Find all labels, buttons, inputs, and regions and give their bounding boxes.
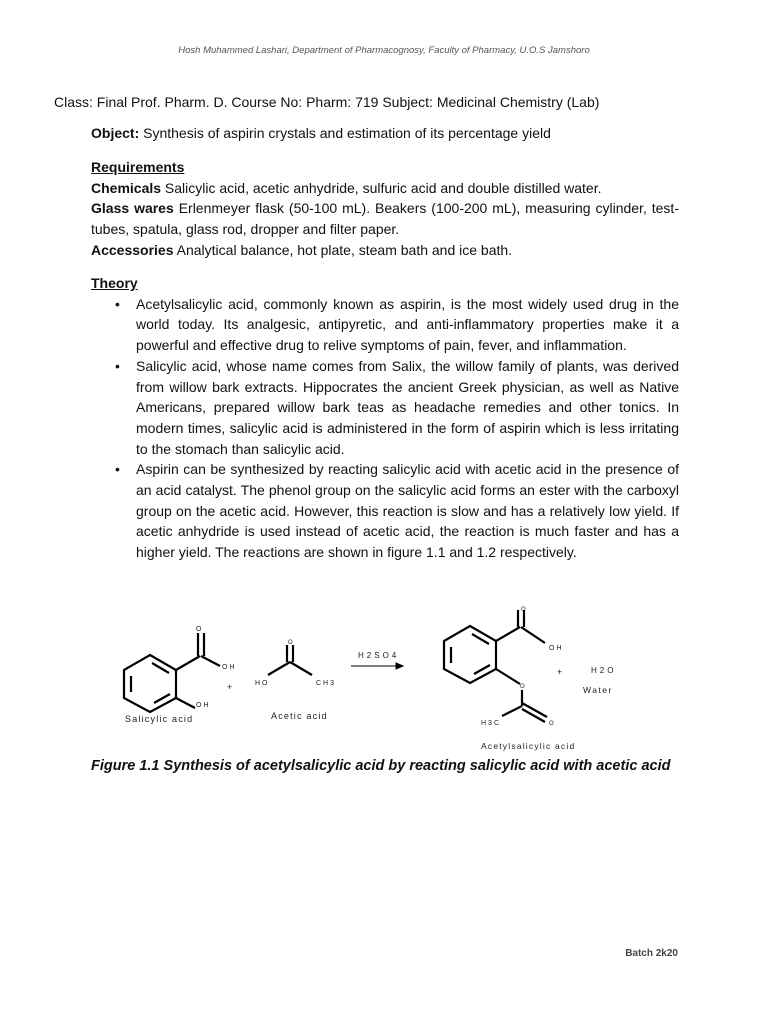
bullet-icon: •: [115, 461, 120, 478]
theory-heading: Theory: [91, 275, 138, 291]
acetic-carbonyl-o: O: [288, 640, 293, 646]
figure-caption: Figure 1.1 Synthesis of acetylsalicylic acid by reacting salicylic acid with acetic acid: [91, 758, 671, 774]
requirements-heading: Requirements: [91, 159, 185, 175]
object-label: Object:: [91, 125, 140, 141]
bullet-icon: •: [115, 295, 120, 312]
salicylic-carboxyl-oh: OH: [222, 664, 237, 671]
acetic-ho: HO: [255, 680, 270, 687]
chemicals-text: Salicylic acid, acetic anhydride, sulfuric acid and double distilled water.: [161, 179, 602, 196]
plus-sign-2: +: [557, 667, 563, 677]
water-formula: H2O: [591, 666, 617, 675]
theory-bullet-text: Acetylsalicylic acid, commonly known as aspirin, is the most widely used drug in the world today. Its analgesic, antipyretic, and anti-inflammatory properties make it a powerful and effective drug to relive symptoms of pain, fever, and inflammation.: [136, 295, 679, 354]
accessories-line: [91, 240, 679, 261]
glass-wares-label: Glass wares: [91, 200, 174, 217]
page-footer: Batch 2k20: [625, 948, 678, 959]
aspirin-label: Acetylsalicylic acid: [481, 741, 576, 751]
acetic-ch3: CH3: [316, 680, 337, 687]
chemicals-label: Chemicals: [91, 179, 162, 196]
theory-bullet-text: Aspirin can be synthesized by reacting salicylic acid with acetic acid in the presence of an acid catalyst. The phenol group on the salicylic acid forms an ester with the carboxyl group on the acetic acid. However, this reaction is slow and has a relatively low yield. If acetic anhydride is used instead of acetic acid, the reaction is much faster and has a higher yield. The reactions are shown in figure 1.1 and 1.2 respectively.: [136, 461, 679, 561]
plus-sign-1: +: [227, 682, 233, 692]
object-text: Synthesis of aspirin crystals and estimation of its percentage yield: [139, 125, 551, 141]
reaction-figure: [100, 600, 660, 760]
reaction-scheme: [100, 600, 660, 760]
page-header: Hosh Muhammed Lashari, Department of Pharmacognosy, Faculty of Pharmacy, U.O.S Jamshoro: [178, 45, 590, 56]
acetic-acid-label: Acetic acid: [271, 711, 328, 721]
requirements-section: [91, 157, 679, 261]
aspirin-structure: [444, 610, 547, 722]
object-section: [91, 123, 679, 144]
accessories-text: Analytical balance, hot plate, steam bath and ice bath.: [173, 241, 513, 258]
theory-bullet-2: [91, 356, 679, 460]
salicylic-phenol-oh: OH: [196, 702, 211, 709]
theory-list: [91, 294, 679, 563]
aspirin-carboxyl-oh: OH: [549, 645, 564, 652]
reaction-arrow: [351, 663, 403, 669]
theory-bullet-text: Salicylic acid, whose name comes from Salix, the willow family of plants, was derived from willow bark extracts. Hippocrates the ancient Greek physician, as well as Native Americans, prepared willow bark teas as headache remedies and other tonics. In modern times, salicylic acid is administered in the form of aspirin which is less irritating to the stomach than salicylic acid.: [136, 357, 679, 457]
catalyst-label: H2SO4: [358, 651, 400, 660]
aspirin-carbonyl-o: O: [521, 607, 526, 613]
salicylic-acid-label: Salicylic acid: [125, 714, 194, 724]
aspirin-carbonyl-o-2: O: [549, 721, 554, 727]
salicylic-acid-structure: [124, 633, 220, 712]
theory-bullet-3: [91, 459, 679, 563]
accessories-label: Accessories: [91, 241, 174, 258]
bullet-icon: •: [115, 357, 120, 374]
theory-section: [91, 273, 679, 563]
aspirin-h3c: H3C: [481, 720, 502, 727]
water-label: Water: [583, 685, 613, 695]
chemicals-line: [91, 178, 679, 199]
aspirin-ester-o: O: [520, 684, 525, 690]
glass-wares-line: [91, 198, 679, 239]
theory-bullet-1: [91, 294, 679, 356]
class-line: Class: Final Prof. Pharm. D. Course No: Pharm: 719 Subject: Medicinal Chemistry (Lab): [54, 94, 600, 110]
salicylic-carbonyl-o: O: [196, 626, 202, 633]
acetic-acid-structure: [268, 645, 312, 675]
glass-wares-text: Erlenmeyer flask (50-100 mL). Beakers (100-200 mL), measuring cylinder, test-tubes, spatula, glass rod, dropper and filter paper.: [91, 200, 679, 238]
object-line: [91, 123, 679, 144]
